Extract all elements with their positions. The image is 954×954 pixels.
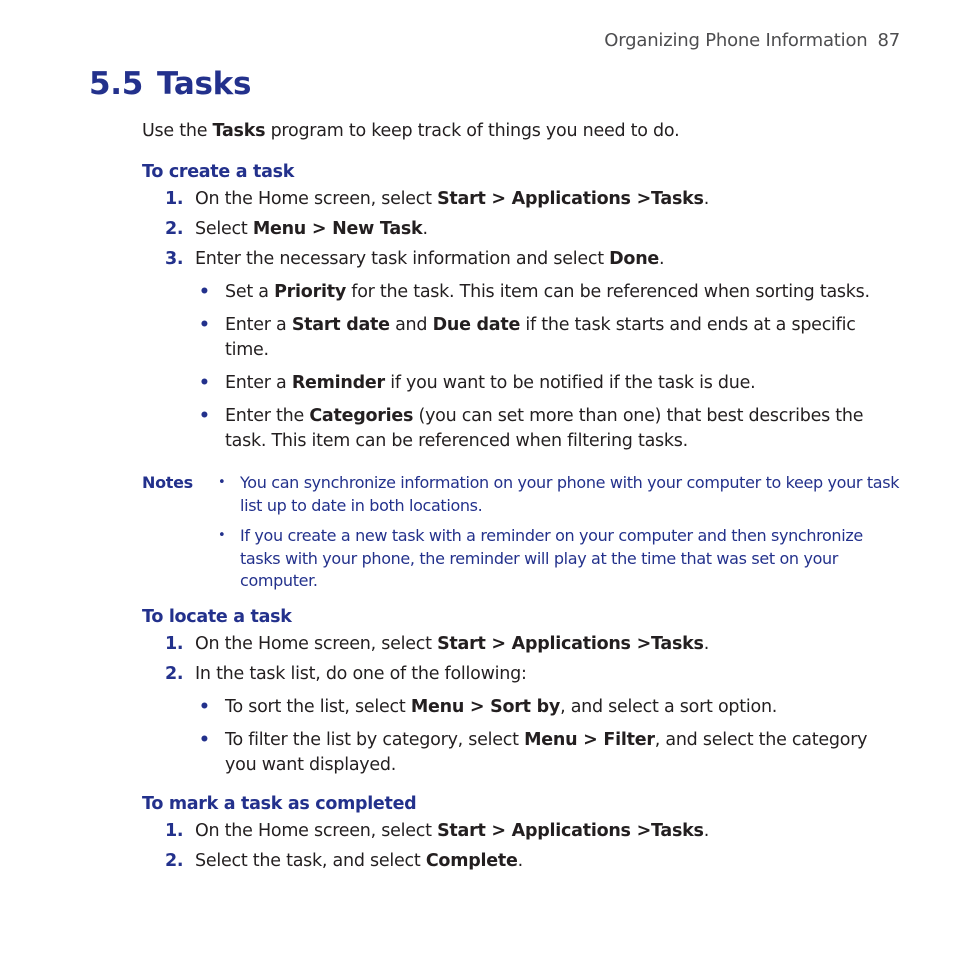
- create-task-steps: [142, 187, 902, 454]
- step-end: .: [517, 850, 523, 871]
- locate-task-steps: [142, 632, 902, 778]
- step-bold: Start > Applications >Tasks: [437, 820, 704, 841]
- bullet-icon: •: [199, 315, 210, 335]
- notes-box: [142, 472, 902, 593]
- page-content: [142, 118, 902, 879]
- note-bullet-icon: •: [218, 475, 226, 490]
- step-bold: Done: [609, 249, 660, 269]
- locate-task-section: [142, 605, 902, 778]
- step-number: 3.: [165, 249, 184, 269]
- step-text: On the Home screen, select: [195, 633, 438, 654]
- bullet-item: [195, 695, 902, 720]
- step-text: On the Home screen, select: [195, 820, 438, 841]
- bullet-text-end: , and select the category you want displayed.: [225, 729, 868, 775]
- step: [142, 632, 902, 656]
- step-end: .: [703, 633, 710, 654]
- step-text: In the task list, do one of the following:: [195, 663, 527, 684]
- complete-task-steps: [142, 819, 902, 873]
- section-heading: [89, 66, 251, 102]
- step-end: .: [422, 219, 428, 239]
- section-title: Tasks: [157, 66, 252, 102]
- bullet-icon: •: [199, 729, 210, 750]
- intro-bold: Tasks: [212, 121, 266, 141]
- bullet-item: [195, 404, 902, 454]
- step: [142, 849, 902, 873]
- step-text: On the Home screen, select: [195, 189, 438, 209]
- running-header: [604, 30, 900, 51]
- step-text: Select: [195, 219, 253, 239]
- step-text: Select the task, and select: [195, 850, 426, 871]
- complete-task-heading: To mark a task as completed: [142, 793, 417, 814]
- bullet-text-end: if the task starts and ends at a specific time.: [225, 315, 856, 360]
- create-task-heading: To create a task: [142, 162, 295, 182]
- bullet-bold: Categories: [309, 406, 414, 426]
- note-bullet-icon: •: [218, 528, 226, 543]
- bullet-bold: Due date: [432, 315, 521, 335]
- step: [142, 819, 902, 843]
- header-section-title: Organizing Phone Information: [604, 30, 868, 51]
- bullet-item: [195, 371, 902, 396]
- complete-task-section: [142, 792, 902, 873]
- bullet-icon: •: [199, 696, 210, 717]
- step-number: 2.: [165, 219, 184, 239]
- step: [142, 217, 902, 241]
- bullet-icon: •: [199, 406, 210, 426]
- step-bold: Start > Applications >Tasks: [437, 189, 704, 209]
- intro-paragraph: [142, 118, 902, 144]
- locate-option-bullets: [195, 695, 902, 778]
- intro-text-end: program to keep track of things you need to do.: [265, 121, 680, 141]
- section-number: 5.5: [89, 66, 144, 102]
- bullet-bold: Menu > Filter: [524, 729, 655, 750]
- bullet-item: [195, 728, 902, 778]
- bullet-icon: •: [199, 282, 210, 302]
- step-end: .: [703, 820, 710, 841]
- create-task-section: [142, 160, 902, 454]
- note-item: [218, 472, 902, 517]
- step-bold: Menu > New Task: [252, 219, 423, 239]
- step-end: .: [659, 249, 665, 269]
- intro-text: Use the: [142, 121, 213, 141]
- step-number: 1.: [165, 820, 184, 841]
- step-number: 2.: [165, 663, 184, 684]
- bullet-text: Enter the: [225, 406, 310, 426]
- step-end: .: [703, 189, 710, 209]
- step-bold: Start > Applications >Tasks: [437, 633, 704, 654]
- bullet-text: To filter the list by category, select: [225, 729, 525, 750]
- bullet-text: Enter a: [225, 315, 292, 335]
- step: [142, 187, 902, 211]
- bullet-text-end: if you want to be notified if the task is due.: [384, 373, 756, 393]
- step-number: 2.: [165, 850, 184, 871]
- bullet-bold: Start date: [291, 315, 390, 335]
- bullet-icon: •: [199, 373, 210, 393]
- note-item: [218, 525, 902, 593]
- bullet-text-mid: and: [389, 315, 433, 335]
- bullet-text-end: , and select a sort option.: [560, 696, 778, 717]
- bullet-bold: Reminder: [291, 373, 385, 393]
- bullet-text: Set a: [225, 282, 275, 302]
- task-field-bullets: [195, 280, 902, 454]
- note-text: If you create a new task with a reminder on your computer and then synchronize tasks with your phone, the reminder will play at the time that was set on your computer.: [240, 526, 863, 590]
- page-number: 87: [877, 30, 900, 51]
- note-text: You can synchronize information on your phone with your computer to keep your task list up to date in both locations.: [240, 473, 900, 515]
- bullet-item: [195, 280, 902, 305]
- step-number: 1.: [165, 189, 184, 209]
- bullet-text: Enter a: [225, 373, 292, 393]
- bullet-bold: Menu > Sort by: [410, 696, 561, 717]
- notes-label: Notes: [142, 473, 193, 492]
- bullet-text: To sort the list, select: [225, 696, 411, 717]
- bullet-bold: Priority: [274, 282, 346, 302]
- bullet-item: [195, 313, 902, 363]
- bullet-text-end: (you can set more than one) that best describes the task. This item can be referenced when filtering tasks.: [225, 406, 864, 451]
- step-bold: Complete: [425, 850, 518, 871]
- notes-list: [218, 472, 902, 593]
- bullet-text-end: for the task. This item can be referenced when sorting tasks.: [345, 282, 870, 302]
- locate-task-heading: To locate a task: [142, 606, 292, 627]
- step: [142, 662, 902, 778]
- step-number: 1.: [165, 633, 184, 654]
- step-text: Enter the necessary task information and select: [195, 249, 610, 269]
- step: [142, 247, 902, 454]
